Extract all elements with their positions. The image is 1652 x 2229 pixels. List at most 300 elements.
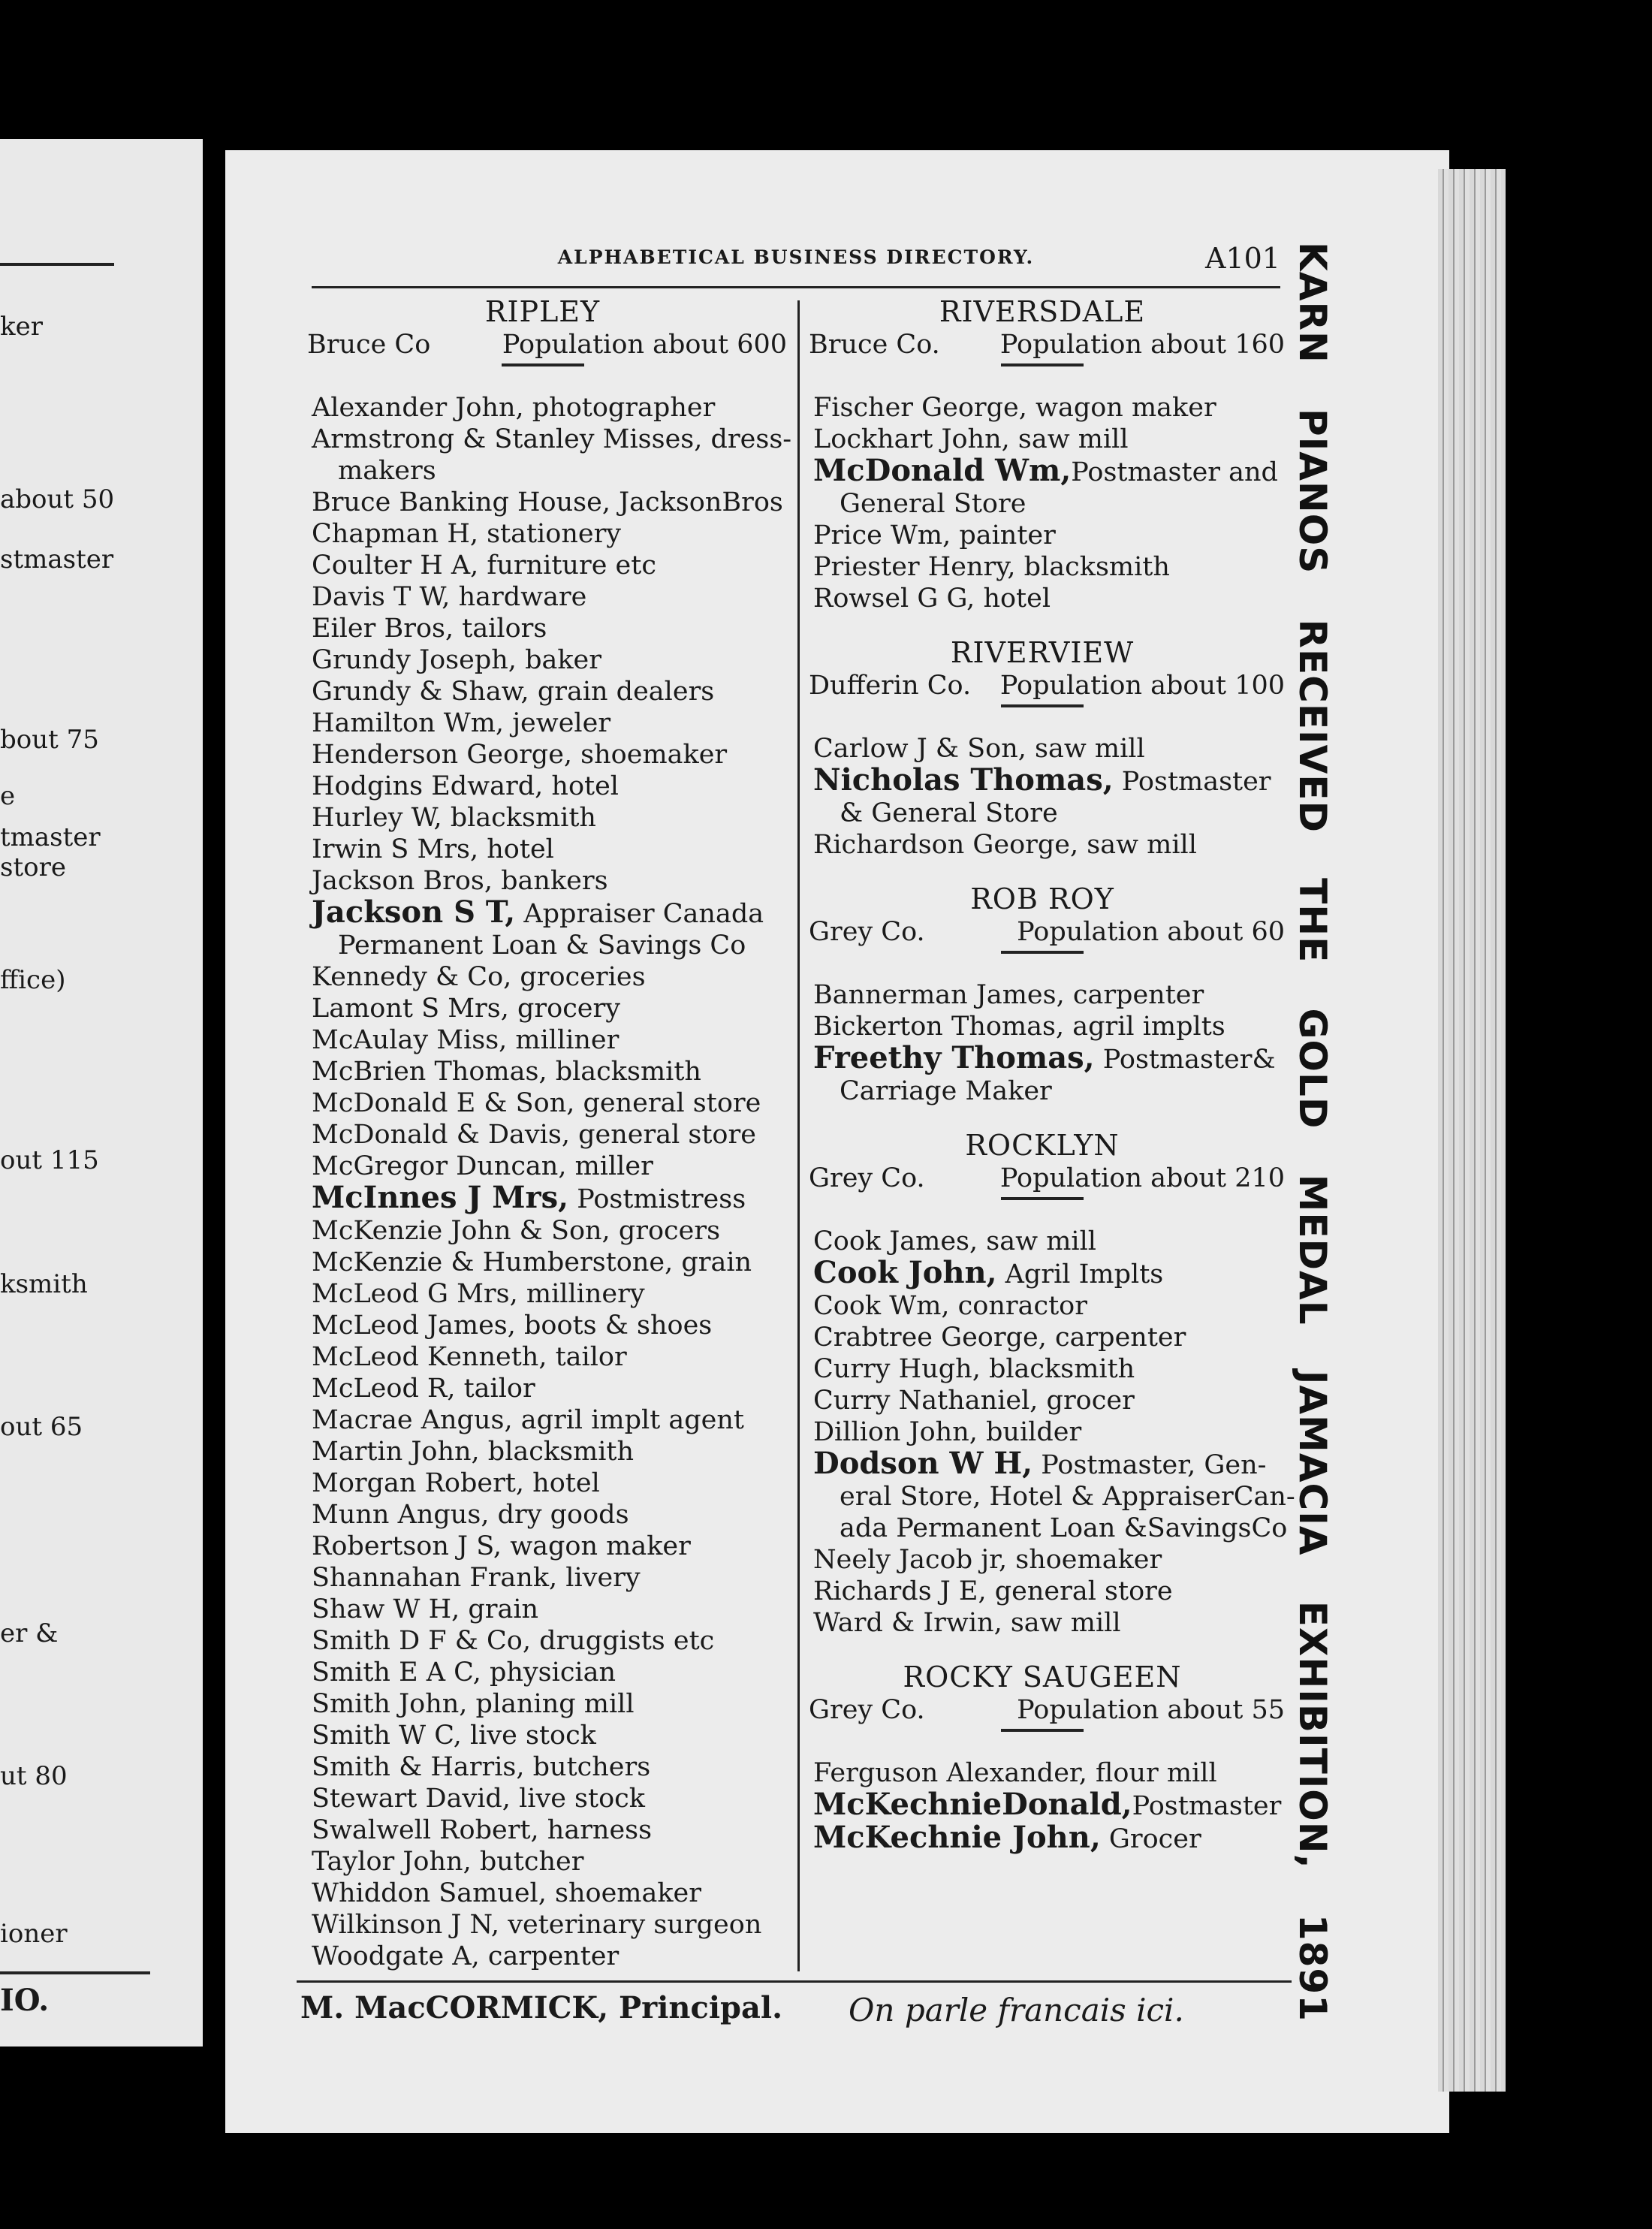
directory-entry: [297, 1720, 788, 1751]
left-fragment: ut 80: [0, 1761, 68, 1791]
entry-detail: grocers: [610, 1216, 721, 1246]
entry-name: Ferguson Alexander,: [813, 1758, 1087, 1788]
directory-entry: [297, 1783, 788, 1814]
entry-name: McGregor Duncan,: [312, 1151, 567, 1181]
entry-name: McLeod G Mrs,: [312, 1279, 518, 1309]
entry-name: Alexander John,: [312, 393, 524, 423]
entry-detail: grocery: [508, 994, 621, 1024]
entry-name: Shaw W H,: [312, 1594, 460, 1624]
entry-name: Munn Angus,: [312, 1500, 490, 1530]
entry-detail: Postmaster and: [1071, 457, 1278, 487]
entry-name: Whiddon Samuel,: [312, 1878, 547, 1908]
directory-entry: [798, 583, 1286, 614]
entry-detail: harness: [538, 1815, 653, 1845]
entry-name: Richards J E,: [813, 1576, 987, 1606]
town-section-rocklyn: [798, 1128, 1295, 1639]
directory-entry: [297, 1024, 788, 1056]
entry-detail: tailor: [455, 1374, 535, 1404]
entry-detail: stationery: [478, 519, 622, 549]
entry-name: Kennedy & Co,: [312, 962, 512, 992]
directory-entry: [297, 1751, 788, 1783]
section-gap: [798, 1639, 1286, 1660]
entry-name: Stewart David,: [312, 1784, 511, 1814]
entry-detail: grain: [460, 1594, 539, 1624]
directory-entry: [297, 424, 792, 455]
entry-detail: wagon maker: [1026, 393, 1216, 423]
directory-entry: [297, 1373, 788, 1404]
page-header-title: ALPHABETICAL BUSINESS DIRECTORY.: [557, 246, 1035, 268]
directory-entry: [297, 894, 788, 930]
directory-entry: [798, 1322, 1286, 1353]
directory-entry: [297, 1657, 788, 1688]
entry-name: Jackson Bros,: [312, 866, 493, 896]
directory-entry: [297, 550, 788, 581]
directory-entry: [798, 392, 1286, 424]
entry-detail: Grocer: [1100, 1824, 1201, 1854]
entry-detail: hotel: [975, 584, 1051, 614]
entry-name: Smith D F & Co,: [312, 1626, 531, 1656]
entry-name: Macrae Angus,: [312, 1405, 513, 1435]
right-column: [798, 294, 1295, 1855]
directory-entry: [798, 979, 1286, 1011]
entry-name: McKenzie John & Son,: [312, 1216, 610, 1246]
entry-name: Eiler Bros,: [312, 614, 454, 644]
directory-entry: [798, 1448, 1286, 1481]
population-label: Population about 160: [999, 330, 1285, 360]
directory-entry: [798, 1353, 1286, 1385]
entry-detail: livery: [557, 1563, 641, 1593]
town-name: RIVERVIEW: [950, 636, 1135, 669]
entry-name: McDonald & Davis,: [312, 1120, 570, 1150]
directory-entry: [297, 1941, 788, 1972]
entry-detail: builder: [977, 1417, 1082, 1447]
directory-entry: [297, 1247, 788, 1278]
directory-entry: [798, 1544, 1286, 1576]
town-section-riversdale: [798, 294, 1286, 614]
directory-entry: [798, 762, 1286, 798]
entry-name: Shannahan Frank,: [312, 1563, 558, 1593]
entry-detail: wagon maker: [502, 1531, 691, 1561]
entry-name: Neely Jacob jr,: [813, 1545, 1008, 1575]
directory-entry: [297, 644, 788, 676]
directory-entry: [297, 1215, 788, 1247]
directory-entry: [297, 707, 788, 739]
entry-name: Coulter H A,: [312, 550, 479, 581]
directory-entry: [297, 1688, 788, 1720]
left-fragment: ffice): [0, 965, 66, 995]
entry-list: [798, 1757, 1286, 1855]
entry-name: Smith W C,: [312, 1721, 462, 1751]
entry-detail: bankers: [493, 866, 608, 896]
entry-detail: agril implts: [1064, 1012, 1225, 1042]
entry-name: Lockhart John,: [813, 424, 1010, 454]
directory-entry: [798, 1576, 1286, 1607]
directory-entry: [297, 1436, 788, 1467]
county-label: Grey Co.: [809, 1695, 925, 1725]
entry-name: Chapman H,: [312, 519, 478, 549]
entry-detail: Postmaster: [1113, 767, 1271, 797]
directory-entry: [297, 961, 788, 993]
entry-detail: butcher: [471, 1847, 584, 1877]
directory-entry-continuation: Carriage Maker: [840, 1076, 1052, 1106]
section-rule: [1001, 951, 1084, 954]
directory-entry: [798, 1757, 1286, 1789]
directory-entry: [798, 1290, 1286, 1322]
entry-name: McKenzie & Humberstone,: [312, 1247, 674, 1277]
entry-name: Morgan Robert,: [312, 1468, 525, 1498]
population-label: Population about 210: [999, 1163, 1285, 1193]
directory-entry: [297, 1562, 788, 1594]
entry-list: [798, 392, 1286, 614]
entry-detail: Appraiser Canada: [515, 899, 764, 929]
town-name: ROCKLYN: [965, 1129, 1120, 1162]
entry-detail: blacksmith: [442, 803, 596, 833]
entry-detail: live stock: [510, 1784, 645, 1814]
entry-detail: Postmaster, Gen-: [1032, 1450, 1267, 1480]
town-meta: [297, 329, 788, 360]
entry-detail: Postmaster: [1132, 1791, 1282, 1821]
entry-detail: JacksonBros: [610, 487, 783, 517]
section-rule: [1001, 363, 1084, 366]
directory-entry: [297, 1625, 788, 1657]
town-name: RIVERSDALE: [939, 295, 1146, 328]
left-fragment: store: [0, 852, 66, 882]
entry-list: [798, 733, 1286, 861]
county-label: Bruce Co.: [809, 330, 940, 360]
advertisement-text: KARN PIANOS RECEIVED THE GOLD MEDAL JAMACIA EXHIBITION, 1891: [1291, 242, 1334, 2022]
directory-entry-continuation: makers: [338, 456, 436, 486]
directory-entry: [297, 676, 788, 707]
left-fragment: tmaster: [0, 822, 101, 852]
entry-detail: groceries: [511, 962, 646, 992]
directory-entry: [297, 1531, 788, 1562]
entry-name: Cook James,: [813, 1226, 978, 1256]
entry-name: Fischer George,: [813, 393, 1027, 423]
county-label: Grey Co.: [809, 1163, 925, 1193]
entry-detail: blacksmith: [980, 1354, 1135, 1384]
entry-name: McInnes J Mrs,: [312, 1180, 569, 1215]
directory-entry: [798, 1257, 1286, 1290]
entry-detail: Postmaster&: [1094, 1045, 1276, 1075]
entry-detail: general store: [986, 1576, 1173, 1606]
county-label: Bruce Co: [307, 330, 431, 360]
directory-entry: [297, 834, 788, 865]
directory-entry: [297, 1151, 788, 1182]
town-section-rob-roy: [798, 882, 1286, 1107]
section-rule: [1001, 1729, 1084, 1732]
entry-name: Jackson S T,: [312, 894, 516, 930]
entry-detail: jeweler: [504, 708, 611, 738]
entry-name: McDonald Wm,: [813, 453, 1072, 488]
entry-detail: Agril Implts: [996, 1259, 1164, 1289]
directory-entry: [297, 1182, 788, 1215]
section-gap: [798, 614, 1286, 635]
town-meta: [798, 1694, 1286, 1726]
entry-name: Crabtree George,: [813, 1323, 1047, 1353]
entry-name: Bruce Banking House,: [312, 487, 610, 517]
directory-entry: [297, 1594, 788, 1625]
entry-name: Nicholas Thomas,: [813, 762, 1114, 798]
entry-detail: general store: [574, 1088, 761, 1118]
left-fragment: IO.: [0, 1983, 50, 2018]
entry-detail: saw mill: [1078, 830, 1197, 860]
directory-entry: [297, 1499, 788, 1531]
left-fragment: about 50: [0, 484, 115, 514]
directory-entry: [798, 455, 1286, 488]
entry-name: Smith E A C,: [312, 1657, 481, 1688]
directory-entry: [297, 771, 788, 802]
entry-detail: milliner: [507, 1025, 620, 1055]
footer-principal: M. MacCORMICK, Principal.: [300, 1990, 783, 2025]
entry-name: Grundy Joseph,: [312, 645, 517, 675]
page-edges: [1438, 169, 1506, 2092]
left-fragment: ksmith: [0, 1269, 88, 1299]
directory-entry: [798, 1011, 1286, 1042]
entry-detail: blacksmith: [479, 1437, 635, 1467]
entry-detail: painter: [951, 520, 1056, 550]
directory-entry: [798, 551, 1286, 583]
entry-detail: furniture etc: [478, 550, 656, 581]
directory-entry: [297, 993, 788, 1024]
entry-detail: millinery: [517, 1279, 645, 1309]
entry-detail: hotel: [524, 1468, 600, 1498]
entry-name: Curry Nathaniel,: [813, 1386, 1039, 1416]
county-label: Grey Co.: [809, 917, 925, 947]
entry-name: Robertson J S,: [312, 1531, 502, 1561]
county-label: Dufferin Co.: [809, 671, 972, 701]
entry-detail: veterinary surgeon: [499, 1910, 762, 1940]
entry-detail: grain dealers: [529, 677, 715, 707]
entry-detail: hardware: [450, 582, 587, 612]
entry-detail: boots & shoes: [515, 1311, 713, 1341]
entry-detail: tailor: [547, 1342, 627, 1372]
entry-name: Bannerman James,: [813, 980, 1065, 1010]
entry-detail: Postmistress: [568, 1184, 746, 1214]
left-fragment: out 115: [0, 1145, 99, 1175]
town-section-ripley: [297, 294, 792, 1972]
directory-entry-continuation: & General Store: [840, 798, 1058, 828]
left-column: [297, 294, 792, 1972]
entry-name: McAulay Miss,: [312, 1025, 508, 1055]
entry-detail: saw mill: [978, 1226, 1096, 1256]
directory-entry: [297, 1467, 788, 1499]
entry-name: Taylor John,: [312, 1847, 472, 1877]
directory-entry: [297, 487, 788, 518]
left-page-rule: [0, 263, 114, 266]
entry-name: Price Wm,: [813, 520, 951, 550]
entry-name: McLeod Kenneth,: [312, 1342, 547, 1372]
town-name: ROCKY SAUGEEN: [903, 1660, 1182, 1694]
left-fragment: bout 75: [0, 725, 99, 755]
entry-detail: blacksmith: [547, 1057, 701, 1087]
directory-entry: [297, 1056, 788, 1087]
directory-entry: [798, 1226, 1286, 1257]
entry-name: Dodson W H,: [813, 1446, 1033, 1481]
town-name: ROB ROY: [970, 882, 1114, 915]
entry-name: McBrien Thomas,: [312, 1057, 547, 1087]
entry-name: Hodgins Edward,: [312, 771, 544, 801]
entry-detail: miller: [566, 1151, 653, 1181]
entry-detail: hotel: [543, 771, 619, 801]
town-section-riverview: [798, 635, 1286, 861]
header-rule: [312, 286, 1280, 288]
entry-name: Richardson George,: [813, 830, 1079, 860]
directory-entry-continuation: Permanent Loan & Savings Co: [338, 931, 746, 961]
entry-detail: dry goods: [489, 1500, 629, 1530]
population-label: Population about 55: [1017, 1695, 1285, 1725]
directory-entry: [297, 518, 788, 550]
entry-name: Hurley W,: [312, 803, 442, 833]
entry-name: Woodgate A,: [312, 1941, 480, 1971]
entry-name: Cook Wm,: [813, 1291, 950, 1321]
entry-detail: grain: [673, 1247, 752, 1277]
section-rule: [1001, 704, 1084, 707]
directory-entry: [798, 1416, 1286, 1448]
entry-name: Wilkinson J N,: [312, 1910, 500, 1940]
entry-detail: physician: [481, 1657, 616, 1688]
left-page-bottom-rule: [0, 1971, 150, 1974]
entry-list: [297, 392, 792, 1972]
directory-entry: [798, 829, 1286, 861]
entry-name: Grundy & Shaw,: [312, 677, 529, 707]
directory-entry: [297, 865, 788, 897]
entry-detail: grocer: [1038, 1386, 1135, 1416]
left-fragment: stmaster: [0, 544, 114, 575]
entry-detail: planing mill: [467, 1689, 635, 1719]
left-fragment: ioner: [0, 1919, 68, 1949]
entry-detail: tailors: [454, 614, 547, 644]
entry-name: Priester Henry,: [813, 552, 1016, 582]
entry-detail: butchers: [524, 1752, 651, 1782]
town-meta: [798, 670, 1286, 701]
left-fragment: e: [0, 781, 16, 811]
directory-entry: [297, 613, 788, 644]
entry-name: Irwin S Mrs,: [312, 834, 479, 864]
directory-entry: [297, 1846, 788, 1878]
entry-detail: blacksmith: [1015, 552, 1170, 582]
entry-name: Smith John,: [312, 1689, 468, 1719]
directory-entry: [798, 1822, 1286, 1855]
directory-entry: [297, 1278, 788, 1310]
directory-entry: [297, 1087, 788, 1119]
directory-entry: [798, 424, 1286, 455]
footer-tagline: On parle francais ici.: [849, 1992, 1184, 2028]
left-page-fragment: [0, 139, 203, 2047]
entry-name: Lamont S Mrs,: [312, 994, 509, 1024]
entry-name: Armstrong & Stanley Misses,: [312, 424, 703, 454]
entry-detail: carpenter: [1064, 980, 1204, 1010]
section-gap: [798, 861, 1286, 882]
entry-name: Henderson George,: [312, 740, 573, 770]
entry-detail: shoemaker: [572, 740, 728, 770]
entry-detail: conractor: [949, 1291, 1087, 1321]
directory-entry: [297, 1404, 788, 1436]
footer-rule: [297, 1980, 1292, 1983]
directory-entry: [297, 1909, 788, 1941]
directory-entry: [798, 733, 1286, 765]
directory-entry-continuation: ada Permanent Loan &SavingsCo: [840, 1513, 1288, 1543]
directory-entry: [798, 1385, 1286, 1416]
entry-name: Curry Hugh,: [813, 1354, 981, 1384]
town-section-rocky-saugeen: [798, 1660, 1286, 1855]
entry-name: Swalwell Robert,: [312, 1815, 539, 1845]
entry-name: Dillion John,: [813, 1417, 978, 1447]
entry-detail: photographer: [523, 393, 716, 423]
entry-detail: carpenter: [479, 1941, 620, 1971]
town-meta: [798, 329, 1286, 360]
entry-name: Freethy Thomas,: [813, 1040, 1095, 1075]
directory-entry: [798, 1789, 1286, 1822]
entry-list: [798, 1226, 1295, 1639]
town-meta: [798, 1163, 1286, 1194]
entry-name: Martin John,: [312, 1437, 480, 1467]
entry-detail: general store: [569, 1120, 756, 1150]
entry-name: Hamilton Wm,: [312, 708, 505, 738]
entry-name: Smith & Harris,: [312, 1752, 525, 1782]
section-gap: [798, 1107, 1286, 1128]
entry-detail: baker: [516, 645, 601, 675]
directory-entry: [297, 1119, 788, 1151]
entry-name: Cook John,: [813, 1255, 997, 1290]
entry-detail: saw mill: [1026, 734, 1145, 764]
directory-entry-continuation: eral Store, Hotel & AppraiserCan-: [840, 1482, 1295, 1512]
left-fragment: out 65: [0, 1412, 83, 1442]
entry-detail: dress-: [702, 424, 792, 454]
directory-entry: [297, 802, 788, 834]
entry-detail: live stock: [461, 1721, 596, 1751]
entry-name: McLeod R,: [312, 1374, 456, 1404]
entry-detail: saw mill: [1009, 424, 1129, 454]
directory-entry-continuation: General Store: [840, 489, 1026, 519]
directory-entry: [297, 1310, 788, 1341]
entry-detail: saw mill: [1002, 1608, 1121, 1638]
directory-entry: [297, 581, 788, 613]
entry-list: [798, 979, 1286, 1107]
left-fragment: ker: [0, 312, 43, 342]
entry-detail: shoemaker: [1007, 1545, 1162, 1575]
directory-entry: [297, 392, 788, 424]
entry-detail: flour mill: [1087, 1758, 1217, 1788]
entry-name: Carlow J & Son,: [813, 734, 1026, 764]
population-label: Population about 100: [999, 671, 1285, 701]
directory-entry: [297, 1814, 788, 1846]
town-name: RIPLEY: [484, 295, 601, 328]
entry-name: Bickerton Thomas,: [813, 1012, 1065, 1042]
directory-entry: [798, 1607, 1286, 1639]
directory-entry: [297, 1878, 788, 1909]
section-rule: [502, 363, 584, 366]
entry-name: McKechnie John,: [813, 1820, 1101, 1855]
entry-detail: carpenter: [1046, 1323, 1186, 1353]
page-number: A101: [1205, 242, 1280, 275]
population-label: Population about 60: [1017, 917, 1285, 947]
entry-detail: hotel: [478, 834, 554, 864]
entry-name: Davis T W,: [312, 582, 451, 612]
directory-entry: [297, 1341, 788, 1373]
directory-entry: [798, 520, 1286, 551]
directory-entry: [798, 1042, 1286, 1075]
entry-detail: agril implt agent: [512, 1405, 744, 1435]
directory-entry: [297, 739, 788, 771]
population-label: Population about 600: [502, 330, 787, 360]
town-meta: [798, 916, 1286, 948]
entry-name: Ward & Irwin,: [813, 1608, 1002, 1638]
entry-detail: druggists etc: [530, 1626, 715, 1656]
entry-name: McLeod James,: [312, 1311, 516, 1341]
left-fragment: er &: [0, 1618, 59, 1648]
entry-name: McKechnieDonald,: [813, 1787, 1132, 1822]
entry-detail: shoemaker: [546, 1878, 701, 1908]
